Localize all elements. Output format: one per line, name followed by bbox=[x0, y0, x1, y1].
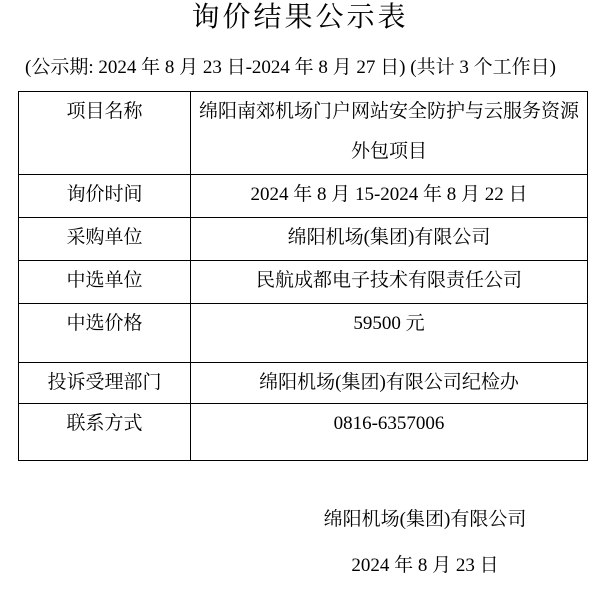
table-row-selected-unit bbox=[19, 261, 588, 304]
field-value: 2024 年 8 月 15-2024 年 8 月 22 日 bbox=[191, 175, 588, 218]
table-row-contact bbox=[19, 404, 588, 461]
field-value: 59500 元 bbox=[191, 304, 588, 363]
signature-organization: 绵阳机场(集团)有限公司 bbox=[323, 509, 527, 530]
field-label: 联系方式 bbox=[19, 404, 191, 461]
field-label: 投诉受理部门 bbox=[19, 363, 191, 404]
field-value: 绵阳机场(集团)有限公司纪检办 bbox=[191, 363, 588, 404]
field-value-line: 外包项目 bbox=[350, 141, 427, 162]
table-row-project-name bbox=[19, 92, 588, 175]
field-value: 绵阳机场(集团)有限公司 bbox=[191, 218, 588, 261]
signature-date: 2024 年 8 月 23 日 bbox=[351, 555, 499, 576]
field-label: 中选价格 bbox=[19, 304, 191, 363]
field-value: 0816-6357006 bbox=[191, 404, 588, 461]
table-row-purchasing-unit bbox=[19, 218, 588, 261]
table-row-complaint-department bbox=[19, 363, 588, 404]
page-title: 询价结果公示表 bbox=[191, 2, 409, 33]
table-row-inquiry-time bbox=[19, 175, 588, 218]
inquiry-result-table bbox=[18, 91, 588, 461]
signature-block bbox=[250, 497, 600, 589]
field-label: 询价时间 bbox=[19, 175, 191, 218]
table-row-selected-price bbox=[19, 304, 588, 363]
publicity-period-note: (公示期: 2024 年 8 月 23 日-2024 年 8 月 27 日) (共计 3 个工作日) bbox=[25, 57, 556, 78]
field-value-line: 绵阳南郊机场门户网站安全防护与云服务资源 bbox=[198, 101, 579, 122]
field-value bbox=[191, 92, 588, 175]
field-label: 项目名称 bbox=[19, 92, 191, 175]
field-value: 民航成都电子技术有限责任公司 bbox=[191, 261, 588, 304]
field-label: 中选单位 bbox=[19, 261, 191, 304]
field-label: 采购单位 bbox=[19, 218, 191, 261]
